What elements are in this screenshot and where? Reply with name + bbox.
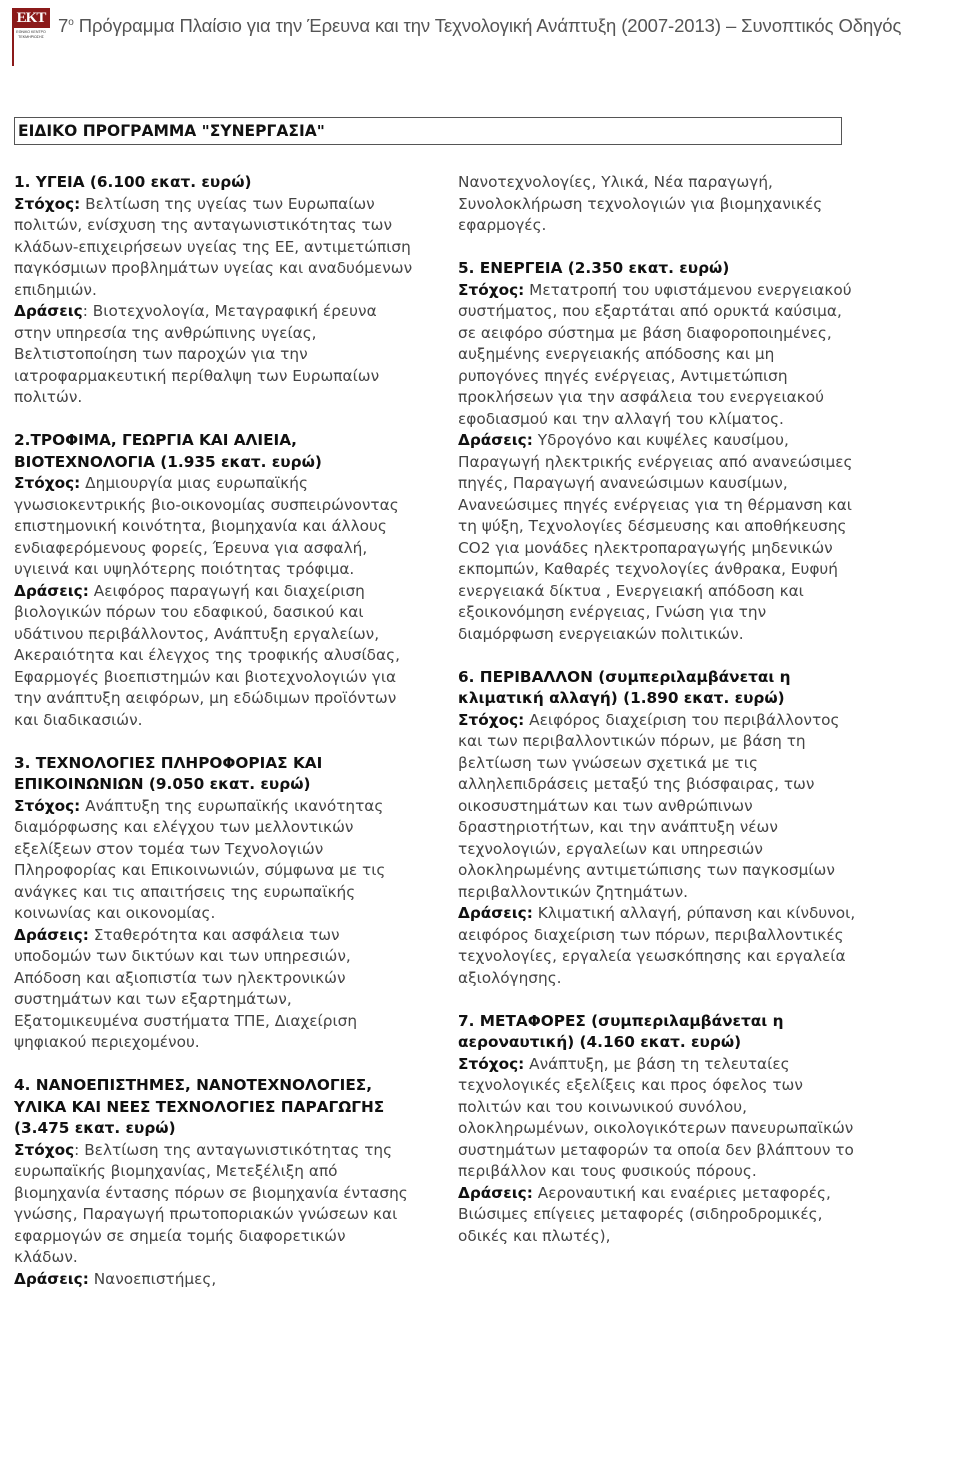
section-ict: [14, 753, 414, 1054]
goal-text: Βελτίωση της υγείας των Ευρωπαίων πολιτών, ενίσχυση της ανταγωνιστικότητας των κλάδων-επιχειρήσεων υγείας της ΕΕ, αντιμετώπιση παγκόσμιων προβλημάτων υγείας και αναδυόμενων επιδημιών.: [14, 194, 413, 299]
goal-text: Δημιουργία μιας ευρωπαϊκής γνωσιοκεντρικής βιο-οικονομίας συσπειρώνοντας επιστημονική κοινότητα, βιομηχανία και άλλους ενδιαφερόμενους φορείς, Έρευνα για ασφαλή, υγιεινά και υψηλότερης ποιότητας τρόφιμα.: [14, 474, 399, 578]
right-column: [458, 172, 858, 1247]
section-transport: [458, 1011, 858, 1248]
page-header-title: [58, 15, 953, 37]
actions-label: Δράσεις:: [458, 904, 533, 922]
ekt-logo: [12, 8, 50, 66]
goal-text: Μετατροπή του υφιστάμενου ενεργειακού συστήματος, που εξαρτάται από ορυκτά καύσιμα, σε αειφόρο σύστημα με βάση διαφοροποιημένες, αυξημένης ενεργειακής απόδοσης και μη ρυπογόνες πηγές ενέργειας, Αντιμετώπιση προκλήσεων για την ασφάλεια του ενεργειακού εφοδιασμού και την αλλαγή του κλίματος.: [458, 280, 852, 428]
goal-text: Ανάπτυξη, με βάση τη τελευταίες τεχνολογικές εξελίξεις και προς όφελος των πολιτών και του κοινωνικού συνόλου, ολοκληρωμένων, οικολογικότερων πανευρωπαϊκών συστημάτων μεταφορών τα οποία δεν βλάπτουν το περιβάλλον και τους φυσικούς πόρους.: [458, 1054, 854, 1180]
actions-label: Δράσεις: [14, 302, 83, 320]
section-heading: 3. ΤΕΧΝΟΛΟΓΙΕΣ ΠΛΗΡΟΦΟΡΙΑΣ ΚΑΙ ΕΠΙΚΟΙΝΩΝΙΩΝ (9.050 εκατ. ευρώ): [14, 753, 323, 793]
logo-subtext: ΕΘΝΙΚΟ ΚΕΝΤΡΟ ΤΕΚΜΗΡΙΩΣΗΣ: [16, 30, 46, 39]
section-heading: 7. ΜΕΤΑΦΟΡΕΣ (συμπεριλαμβάνεται η αεροναυτική) (4.160 εκατ. ευρώ): [458, 1011, 784, 1051]
section-nano: [14, 1075, 414, 1290]
goal-label: Στόχος: [14, 1140, 75, 1159]
actions-text: : Βιοτεχνολογία, Μεταγραφική έρευνα στην υπηρεσία της ανθρώπινης υγείας, Βελτιστοποίηση των παροχών για την ιατροφαρμακευτική περίθαλψη των Ευρωπαίων πολιτών.: [14, 302, 380, 406]
section-health: [14, 172, 414, 409]
title-superscript: ο: [68, 16, 74, 28]
actions-label: Δράσεις:: [14, 581, 89, 600]
goal-text: : Βελτίωση της ανταγωνιστικότητας της ευρωπαϊκής βιομηχανίας, Μετεξέλιξη από βιομηχανία έντασης πόρων σε βιομηχανία έντασης γνώσης, Παραγωγή πρωτοποριακών γνώσεων και εφαρμογών σε σημεία τομής διαφορετικών κλάδων.: [14, 1140, 408, 1266]
goal-label: Στόχος:: [458, 710, 525, 729]
actions-label: Δράσεις:: [14, 925, 89, 944]
section-heading: 1. ΥΓΕΙΑ (6.100 εκατ. ευρώ): [14, 173, 252, 191]
section-food: [14, 430, 414, 731]
goal-label: Στόχος:: [14, 796, 81, 815]
actions-text: Κλιματική αλλαγή, ρύπανση και κίνδυνοι, αειφόρος διαχείριση των πόρων, περιβαλλοντικές τεχνολογίες, εργαλεία γεωσκόπησης και εργαλεία αξιολόγησης.: [458, 904, 856, 987]
actions-label: Δράσεις:: [458, 1183, 533, 1202]
title-text: Πρόγραμμα Πλαίσιο για την Έρευνα και την Τεχνολογική Ανάπτυξη (2007-2013) – Συνοπτικός Οδηγός: [73, 15, 902, 36]
actions-text: Νανοεπιστήμες,: [88, 1269, 217, 1288]
program-title-box: [14, 117, 842, 145]
section-energy: [458, 258, 858, 645]
actions-text: Υδρογόνο και κυψέλες καυσίμου, Παραγωγή ηλεκτρικής ενέργειας από ανανεώσιμες πηγές, Παραγωγή ανανεώσιμων καυσίμων, Ανανεώσιμες πηγές ενέργειας για τη θέρμανση και τη ψύξη, Τεχνολογίες δέσμευσης και αποθήκευσης CO2 για μονάδες ηλεκτροπαραγωγής μηδενικών εκπομπών, Καθαρές τεχνολογίες άνθρακα, Ευφυή ενεργειακά δίκτυα , Ενεργειακή απόδοση και εξοικονόμηση ενέργειας, Γνώση για την διαμόρφωση ενεργειακών πολιτικών.: [458, 431, 853, 643]
goal-label: Στόχος:: [14, 474, 81, 492]
goal-text: Ανάπτυξη της ευρωπαϊκής ικανότητας διαμόρφωσης και ελέγχου των μελλοντικών εξελίξεων στον τομέα των Τεχνολογιών Πληροφορίας και Επικοινωνιών, σύμφωνα με τις ανάγκες και τις απαιτήσεις της ευρωπαϊκής κοινωνίας και οικονομίας.: [14, 796, 386, 922]
section-nano-continued: Νανοτεχνολογίες, Υλικά, Νέα παραγωγή, Συνολοκλήρωση τεχνολογιών για βιομηχανικές εφαρμογές.: [458, 173, 823, 234]
actions-text: Αεροναυτική και εναέριες μεταφορές, Βιώσιμες επίγειες μεταφορές (σιδηροδρομικές, οδικές και πλωτές),: [458, 1183, 831, 1245]
actions-text: Αειφόρος παραγωγή και διαχείριση βιολογικών πόρων του εδαφικού, δασικού και υδάτινου περιβάλλοντος, Ανάπτυξη εργαλείων, Ακεραιότητα και έλεγχος της τροφικής αλυσίδας, Εφαρμογές βιοεπιστημών και βιοτεχνολογιών για την ανάπτυξη αειφόρων, μη εδώδιμων προϊόντων και διαδικασιών.: [14, 581, 400, 729]
program-title: ΕΙΔΙΚΟ ΠΡΟΓΡΑΜΜΑ "ΣΥΝΕΡΓΑΣΙΑ": [18, 122, 325, 140]
section-environment: [458, 667, 858, 990]
section-heading: 2.ΤΡΟΦΙΜΑ, ΓΕΩΡΓΙΑ ΚΑΙ ΑΛΙΕΙΑ, ΒΙΟΤΕΧΝΟΛΟΓΙΑ (1.935 εκατ. ευρώ): [14, 431, 322, 471]
goal-label: Στόχος:: [14, 194, 81, 213]
title-number: 7: [58, 15, 69, 36]
section-heading: 5. ΕΝΕΡΓΕΙΑ (2.350 εκατ. ευρώ): [458, 259, 730, 277]
left-column: [14, 172, 414, 1290]
logo-text: ΕΚΤ: [12, 8, 50, 28]
section-heading: 4. ΝΑΝΟΕΠΙΣΤΗΜΕΣ, ΝΑΝΟΤΕΧΝΟΛΟΓΙΕΣ, ΥΛΙΚΑ ΚΑΙ ΝΕΕΣ ΤΕΧΝΟΛΟΓΙΕΣ ΠΑΡΑΓΩΓΗΣ (3.475 εκατ. ευρώ): [14, 1076, 385, 1137]
goal-label: Στόχος:: [458, 1054, 525, 1073]
actions-text: Σταθερότητα και ασφάλεια των υποδομών των δικτύων και των υπηρεσιών, Απόδοση και αξιοπιστία των ηλεκτρονικών συστημάτων και των εξαρτημάτων, Εξατομικευμένα συστήματα ΤΠΕ, Διαχείριση ψηφιακού περιεχομένου.: [14, 925, 358, 1051]
section-heading: 6. ΠΕΡΙΒΑΛΛΟΝ (συμπεριλαμβάνεται η κλιματική αλλαγή) (1.890 εκατ. ευρώ): [458, 667, 791, 707]
actions-label: Δράσεις:: [458, 431, 533, 449]
actions-label: Δράσεις:: [14, 1269, 89, 1288]
goal-label: Στόχος:: [458, 280, 525, 299]
goal-text: Αειφόρος διαχείριση του περιβάλλοντος και των περιβαλλοντικών πόρων, με βάση τη βελτίωση των γνώσεων σχετικά με τις αλληλεπιδράσεις μεταξύ της βιόσφαιρας, των οικοσυστημάτων και των ανθρώπινων δραστηριοτήτων, και την ανάπτυξη νέων τεχνολογιών, εργαλείων και υπηρεσιών ολοκληρωμένης αντιμετώπισης των παγκοσμίων περιβαλλοντικών ζητημάτων.: [458, 710, 840, 901]
